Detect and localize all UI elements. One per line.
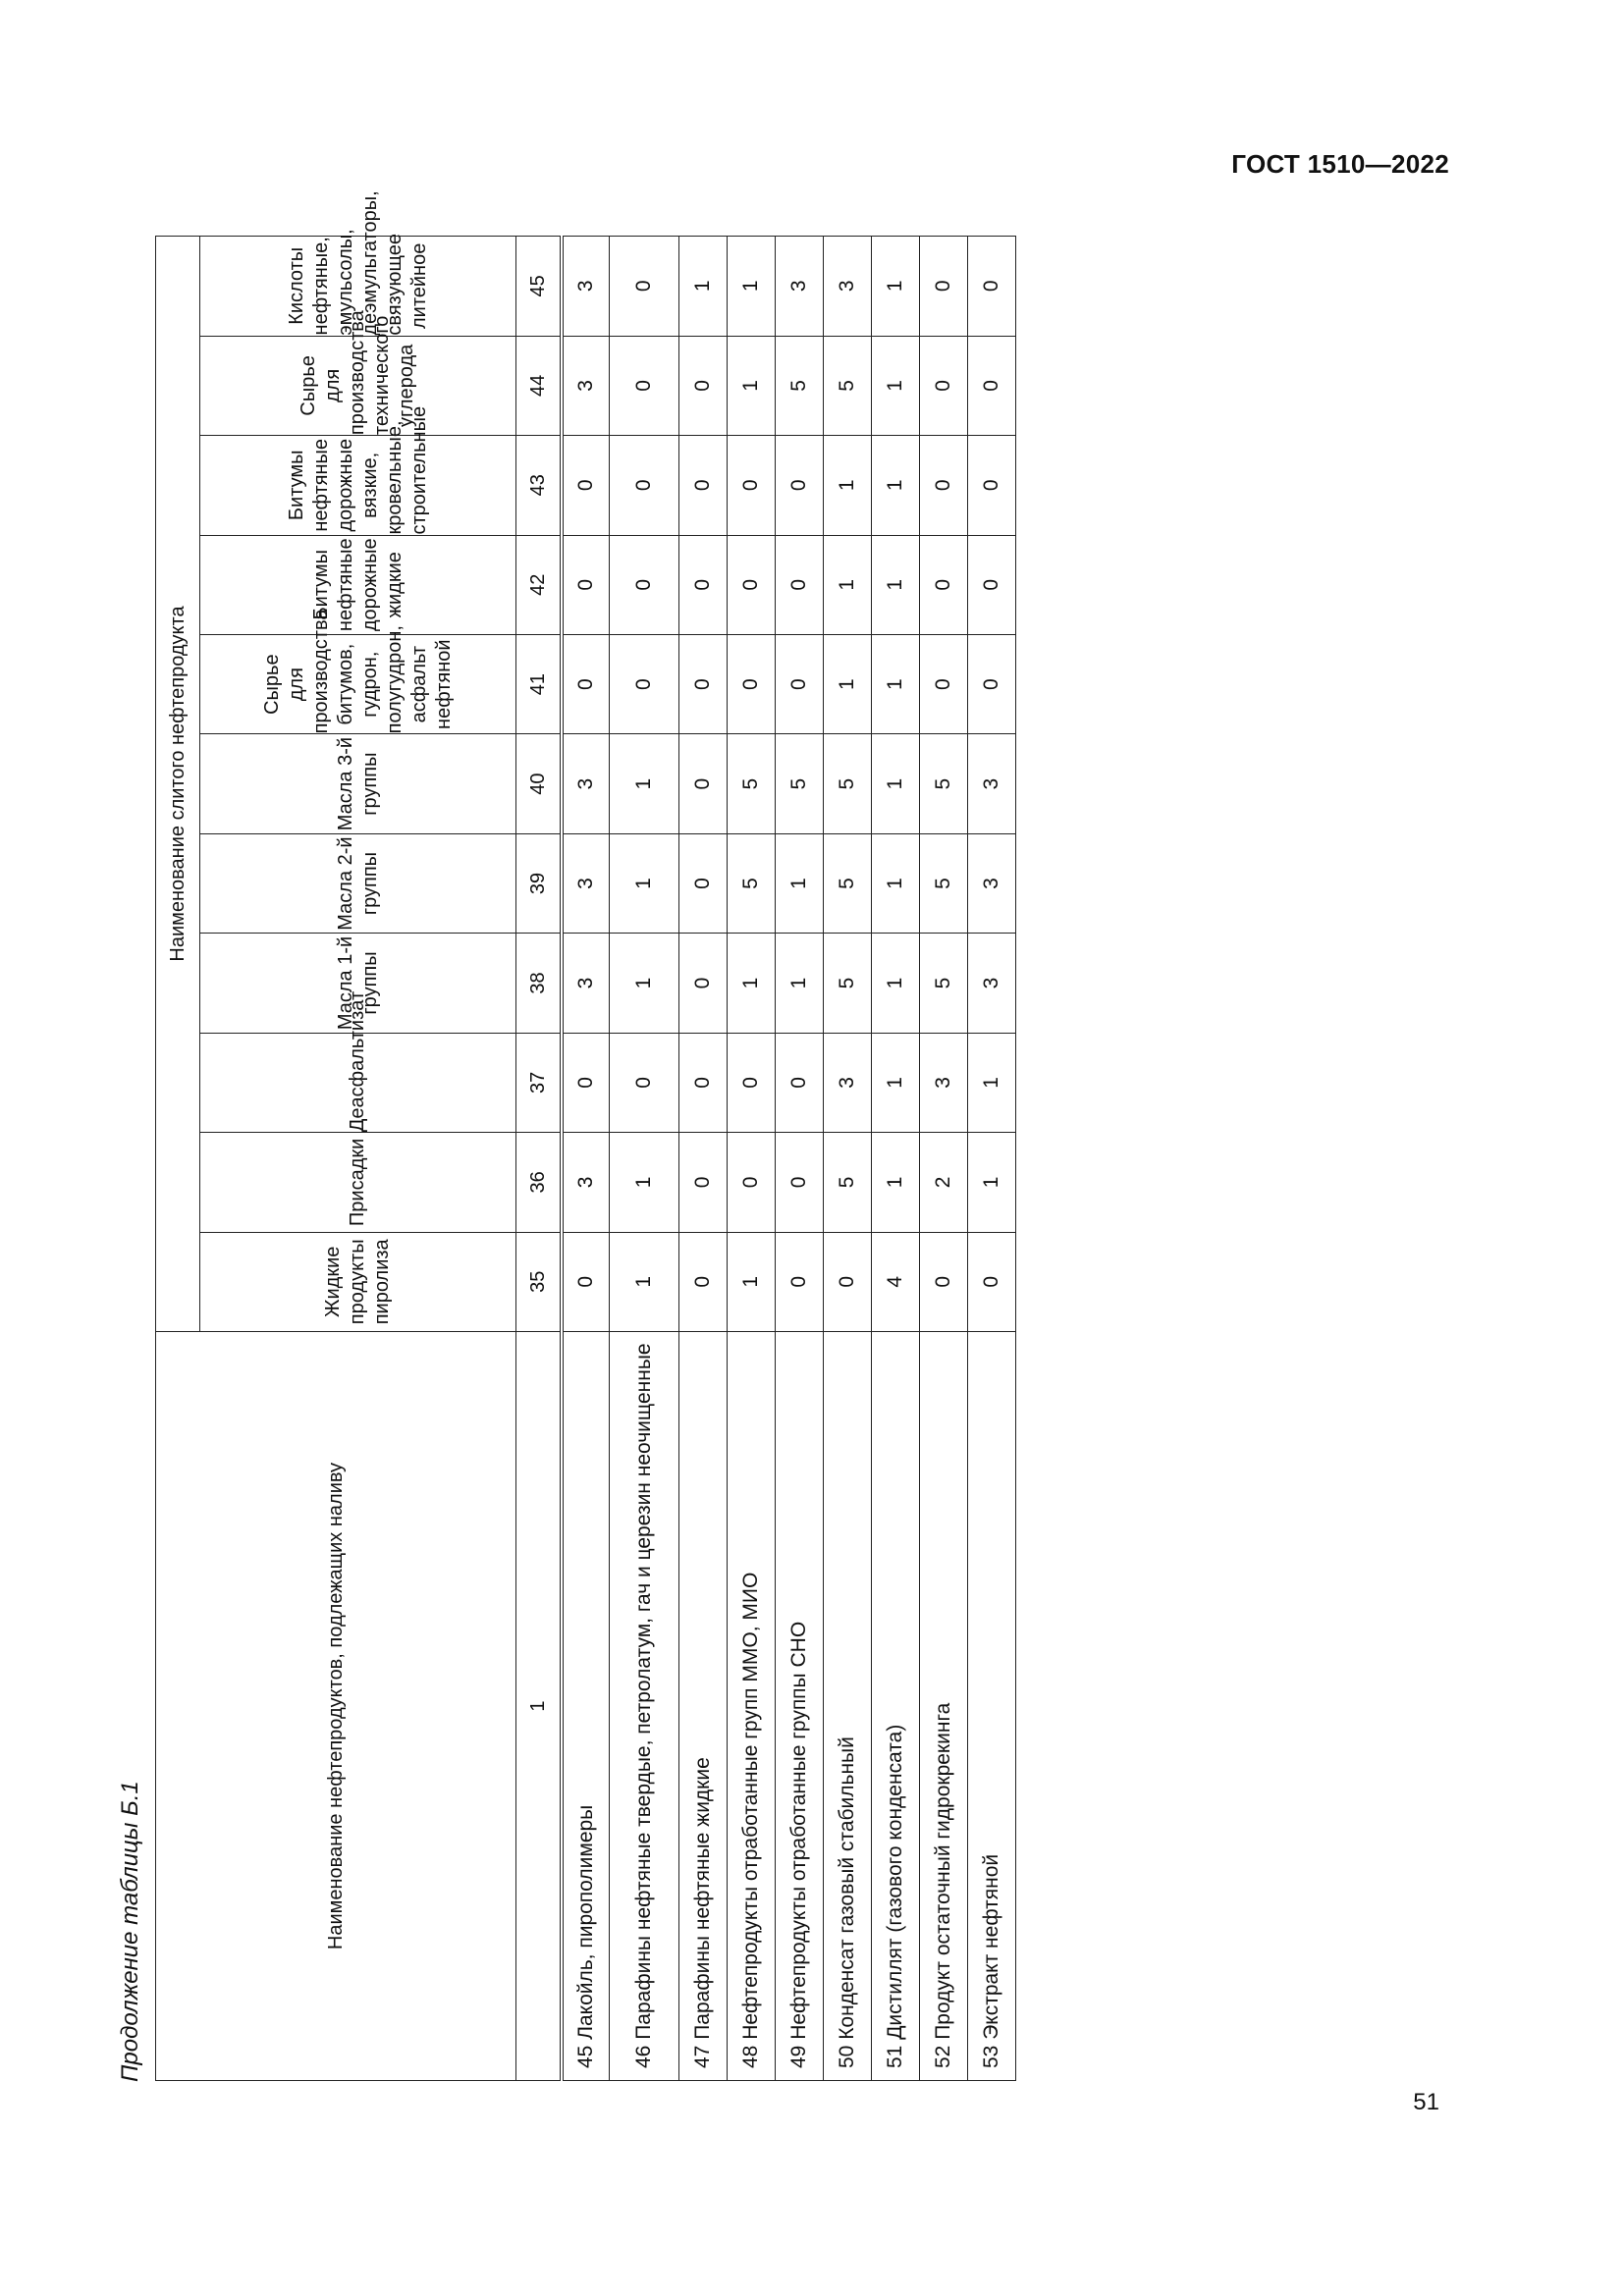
- cell-value: 5: [824, 833, 872, 933]
- cell-value: 0: [968, 535, 1016, 634]
- cell-value: 1: [872, 436, 920, 535]
- cell-value: 1: [610, 934, 679, 1033]
- cell-value: 1: [872, 934, 920, 1033]
- cell-value: 0: [920, 436, 968, 535]
- cell-value: 1: [968, 1133, 1016, 1232]
- column-header: Масла 1-й группы: [200, 934, 516, 1033]
- cell-value: 1: [610, 1232, 679, 1331]
- cell-value: 0: [728, 1133, 776, 1232]
- row-name: 48 Нефтепродукты отработанные групп ММО, МИО: [728, 1332, 776, 2081]
- cell-value: 0: [679, 1033, 728, 1132]
- cell-value: 3: [968, 833, 1016, 933]
- table-row: [679, 237, 728, 2081]
- cell-value: 3: [562, 934, 610, 1033]
- cell-value: 0: [562, 634, 610, 733]
- cell-value: 0: [562, 436, 610, 535]
- cell-value: 3: [824, 237, 872, 337]
- column-number: 44: [516, 336, 563, 435]
- column-header: Деасфальтизат: [200, 1033, 516, 1132]
- cell-value: 5: [920, 734, 968, 833]
- cell-value: 3: [562, 237, 610, 337]
- cell-value: 1: [824, 634, 872, 733]
- column-number: 43: [516, 436, 563, 535]
- row-name: 51 Дистиллят (газового конденсата): [872, 1332, 920, 2081]
- cell-value: 3: [920, 1033, 968, 1132]
- column-number: 35: [516, 1232, 563, 1331]
- cell-value: 0: [920, 535, 968, 634]
- cell-value: 0: [968, 436, 1016, 535]
- cell-value: 0: [610, 1033, 679, 1132]
- cell-value: 0: [679, 1232, 728, 1331]
- page-number: 51: [1413, 2089, 1439, 2115]
- cell-value: 0: [920, 336, 968, 435]
- cell-value: 0: [728, 1033, 776, 1132]
- cell-value: 1: [872, 237, 920, 337]
- cell-value: 5: [824, 1133, 872, 1232]
- row-name: 52 Продукт остаточный гидрокрекинга: [920, 1332, 968, 2081]
- cell-value: 3: [562, 336, 610, 435]
- cell-value: 3: [968, 734, 1016, 833]
- cell-value: 1: [776, 833, 824, 933]
- column-header: Сырье для производства технического углерода: [200, 336, 516, 435]
- cell-value: 1: [872, 634, 920, 733]
- table-row: [776, 237, 824, 2081]
- cell-value: 1: [728, 336, 776, 435]
- cell-value: 0: [728, 634, 776, 733]
- name-column-header: Наименование нефтепродуктов, подлежащих наливу: [156, 1332, 516, 2081]
- table-body: [562, 237, 1016, 2081]
- cell-value: 0: [679, 634, 728, 733]
- cell-value: 1: [776, 934, 824, 1033]
- row-name: 45 Лакойль, пирополимеры: [562, 1332, 610, 2081]
- column-header: Битумы нефтяные дорожные жидкие: [200, 535, 516, 634]
- column-number: 37: [516, 1033, 563, 1132]
- cell-value: 1: [728, 934, 776, 1033]
- cell-value: 5: [728, 734, 776, 833]
- cell-value: 5: [728, 833, 776, 933]
- rotated-table-container: [155, 190, 1039, 2081]
- cell-value: 3: [562, 833, 610, 933]
- column-number: 1: [516, 1332, 563, 2081]
- cell-value: 1: [679, 237, 728, 337]
- cell-value: 0: [679, 934, 728, 1033]
- cell-value: 1: [610, 833, 679, 933]
- column-header: Сырье для производства битумов, гудрон, полугудрон, асфальт нефтяной: [200, 634, 516, 733]
- cell-value: 0: [920, 1232, 968, 1331]
- cell-value: 1: [610, 1133, 679, 1232]
- row-name: 49 Нефтепродукты отработанные группы СНО: [776, 1332, 824, 2081]
- table-row: [872, 237, 920, 2081]
- cell-value: 1: [872, 535, 920, 634]
- cell-value: 0: [776, 535, 824, 634]
- cell-value: 1: [610, 734, 679, 833]
- table-header: [156, 190, 563, 2081]
- cell-value: 0: [679, 336, 728, 435]
- column-number: 36: [516, 1133, 563, 1232]
- table-row: [562, 237, 610, 2081]
- cell-value: 0: [562, 1232, 610, 1331]
- cell-value: 0: [610, 535, 679, 634]
- column-number: 39: [516, 833, 563, 933]
- compatibility-table: [155, 190, 1016, 2081]
- cell-value: 1: [872, 734, 920, 833]
- cell-value: 5: [920, 833, 968, 933]
- cell-value: 0: [776, 1033, 824, 1132]
- column-header: Кислоты нефтяные, эмульсолы, деэмульгаторы, связующее литейное: [200, 237, 516, 337]
- table-row: [824, 237, 872, 2081]
- cell-value: 5: [920, 934, 968, 1033]
- cell-value: 1: [824, 535, 872, 634]
- cell-value: 0: [562, 535, 610, 634]
- cell-value: 0: [920, 237, 968, 337]
- column-header: Присадки: [200, 1133, 516, 1232]
- column-header: Масла 3-й группы: [200, 734, 516, 833]
- cell-value: 1: [872, 833, 920, 933]
- column-number: 45: [516, 237, 563, 337]
- row-name: 53 Экстракт нефтяной: [968, 1332, 1016, 2081]
- cell-value: 1: [968, 1033, 1016, 1132]
- cell-value: 3: [562, 1133, 610, 1232]
- cell-value: 0: [968, 1232, 1016, 1331]
- column-header: Масла 2-й группы: [200, 833, 516, 933]
- table-caption: Продолжение таблицы Б.1: [117, 1781, 143, 2082]
- cell-value: 0: [610, 237, 679, 337]
- cell-value: 0: [824, 1232, 872, 1331]
- cell-value: 3: [562, 734, 610, 833]
- cell-value: 1: [728, 237, 776, 337]
- cell-value: 4: [872, 1232, 920, 1331]
- cell-value: 0: [920, 634, 968, 733]
- cell-value: 3: [776, 237, 824, 337]
- table-row: [968, 237, 1016, 2081]
- cell-value: 1: [872, 336, 920, 435]
- cell-value: 0: [679, 833, 728, 933]
- cell-value: 5: [824, 734, 872, 833]
- column-number: 42: [516, 535, 563, 634]
- table-row: [920, 237, 968, 2081]
- cell-value: 0: [562, 1033, 610, 1132]
- cell-value: 0: [728, 535, 776, 634]
- column-number: 41: [516, 634, 563, 733]
- cell-value: 5: [776, 734, 824, 833]
- cell-value: 1: [872, 1033, 920, 1132]
- cell-value: 1: [824, 436, 872, 535]
- row-name: 47 Парафины нефтяные жидкие: [679, 1332, 728, 2081]
- cell-value: 0: [968, 634, 1016, 733]
- column-number-row: [516, 237, 563, 2081]
- column-number: 38: [516, 934, 563, 1033]
- cell-value: 0: [679, 436, 728, 535]
- column-header: Битумы нефтяные дорожные вязкие, кровельные, строительные: [200, 436, 516, 535]
- cell-value: 0: [679, 535, 728, 634]
- cell-value: 0: [728, 436, 776, 535]
- cell-value: 0: [776, 1232, 824, 1331]
- cell-value: 0: [776, 436, 824, 535]
- cell-value: 5: [776, 336, 824, 435]
- cell-value: 0: [776, 634, 824, 733]
- cell-value: 0: [610, 436, 679, 535]
- cell-value: 3: [968, 934, 1016, 1033]
- row-name: 50 Конденсат газовый стабильный: [824, 1332, 872, 2081]
- cell-value: 0: [776, 1133, 824, 1232]
- column-number: 40: [516, 734, 563, 833]
- cell-value: 0: [610, 634, 679, 733]
- row-name: 46 Парафины нефтяные твердые, петролатум, гач и церезин неочищенные: [610, 1332, 679, 2081]
- cell-value: 0: [968, 237, 1016, 337]
- document-code: ГОСТ 1510—2022: [1231, 149, 1449, 179]
- cell-value: 5: [824, 934, 872, 1033]
- cell-value: 0: [968, 336, 1016, 435]
- cell-value: 2: [920, 1133, 968, 1232]
- cell-value: 3: [824, 1033, 872, 1132]
- column-header: Жидкие продукты пиролиза: [200, 1232, 516, 1331]
- cell-value: 1: [728, 1232, 776, 1331]
- cell-value: 0: [610, 336, 679, 435]
- cell-value: 1: [872, 1133, 920, 1232]
- cell-value: 0: [679, 1133, 728, 1232]
- table-row: [728, 237, 776, 2081]
- table-row: [610, 237, 679, 2081]
- group-column-header: Наименование слитого нефтепродукта: [156, 237, 200, 1332]
- cell-value: 5: [824, 336, 872, 435]
- cell-value: 0: [679, 734, 728, 833]
